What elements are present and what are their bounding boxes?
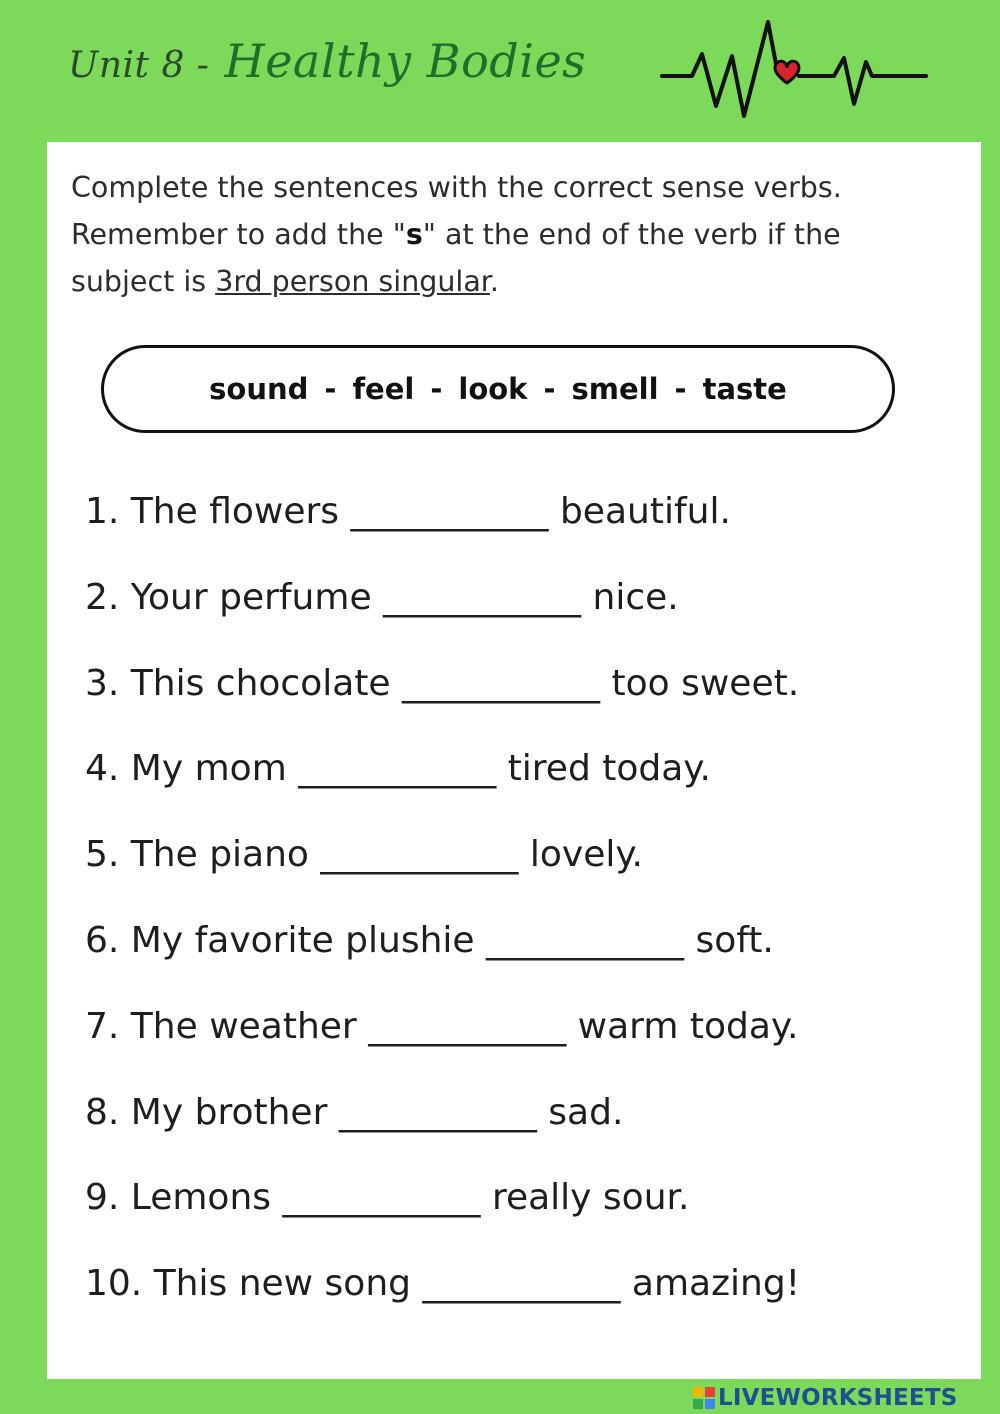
heart-icon — [775, 61, 799, 83]
exercise-item — [85, 654, 965, 740]
sentence-end: beautiful. — [559, 491, 731, 532]
sentence-start: 5. The piano — [85, 834, 309, 876]
sentence-start: 3. This chocolate — [85, 662, 391, 704]
sentence-start: 10. This new song — [85, 1263, 412, 1305]
answer-blank[interactable]: ___________ — [338, 1091, 537, 1133]
sentence-end: sad. — [548, 1091, 624, 1133]
word-bank-word: feel — [352, 372, 415, 406]
answer-blank[interactable]: ___________ — [402, 662, 601, 704]
exercise-item — [85, 997, 965, 1083]
exercise-item — [85, 568, 965, 654]
sentence-end: nice. — [592, 576, 679, 618]
exercise-item — [85, 739, 965, 825]
liveworksheets-brand: LIVEWORKSHEETS — [718, 1385, 958, 1411]
heartbeat-icon — [660, 18, 930, 128]
sentence-start: 6. My favorite plushie — [85, 919, 475, 961]
exercise-item — [85, 482, 965, 568]
answer-blank[interactable]: ___________ — [298, 748, 497, 790]
page-header — [0, 0, 1000, 140]
exercise-item — [85, 1254, 965, 1340]
unit-label: Unit 8 - — [68, 45, 210, 86]
answer-blank[interactable]: ___________ — [320, 834, 519, 876]
sentence-start: 8. My brother — [85, 1091, 328, 1133]
exercise-item — [85, 911, 965, 997]
word-bank-word: sound — [209, 372, 309, 406]
word-bank-separator: - — [430, 372, 443, 406]
sentence-end: tired today. — [507, 748, 711, 790]
instructions-line-2 — [71, 211, 951, 258]
sentence-start: 7. The weather — [85, 1005, 357, 1047]
exercise-list — [85, 482, 965, 1340]
word-bank-word: taste — [702, 372, 787, 406]
sentence-end: soft. — [695, 919, 774, 961]
title-text: Healthy Bodies — [224, 34, 587, 88]
instructions-line-2-prefix: Remember to add the " — [71, 218, 406, 251]
sentence-start: 9. Lemons — [85, 1177, 272, 1219]
answer-blank[interactable]: ___________ — [368, 1005, 567, 1047]
page-title — [68, 34, 586, 88]
sentence-start: 2. Your perfume — [85, 576, 372, 618]
word-bank-separator: - — [674, 372, 687, 406]
word-bank-separator: - — [324, 372, 337, 406]
instructions-underlined-phrase: 3rd person singular — [215, 265, 490, 298]
instructions-line-2-suffix: " at the end of the verb if the — [422, 218, 841, 251]
liveworksheets-logo[interactable] — [693, 1385, 957, 1411]
answer-blank[interactable]: ___________ — [350, 491, 549, 532]
instructions-line-3-suffix: . — [489, 265, 499, 298]
answer-blank[interactable]: ___________ — [422, 1263, 621, 1305]
word-bank-word: look — [458, 372, 528, 406]
sentence-end: too sweet. — [611, 662, 800, 704]
answer-blank[interactable]: ___________ — [486, 919, 685, 961]
instructions-line-3-prefix: subject is — [71, 265, 216, 298]
sentence-end: lovely. — [529, 834, 643, 876]
sentence-end: amazing! — [631, 1263, 801, 1305]
sentence-start: 4. My mom — [85, 748, 287, 790]
exercise-item — [85, 1168, 965, 1254]
instructions-line-3 — [71, 258, 951, 305]
instructions-bold-s: s — [405, 218, 423, 251]
sentence-end: warm today. — [577, 1005, 799, 1047]
instructions-line-1: Complete the sentences with the correct sense verbs. — [71, 171, 842, 204]
answer-blank[interactable]: ___________ — [383, 576, 582, 618]
word-bank-separator: - — [543, 372, 556, 406]
liveworksheets-logo-icon — [693, 1387, 715, 1409]
sentence-end: really sour. — [491, 1177, 690, 1219]
exercise-item — [85, 825, 965, 911]
word-bank-word: smell — [571, 372, 659, 406]
word-bank — [101, 345, 895, 433]
worksheet-panel — [47, 142, 981, 1379]
instructions — [71, 164, 951, 305]
exercise-item — [85, 1083, 965, 1169]
sentence-start: 1. The flowers — [85, 491, 340, 532]
answer-blank[interactable]: ___________ — [282, 1177, 481, 1219]
